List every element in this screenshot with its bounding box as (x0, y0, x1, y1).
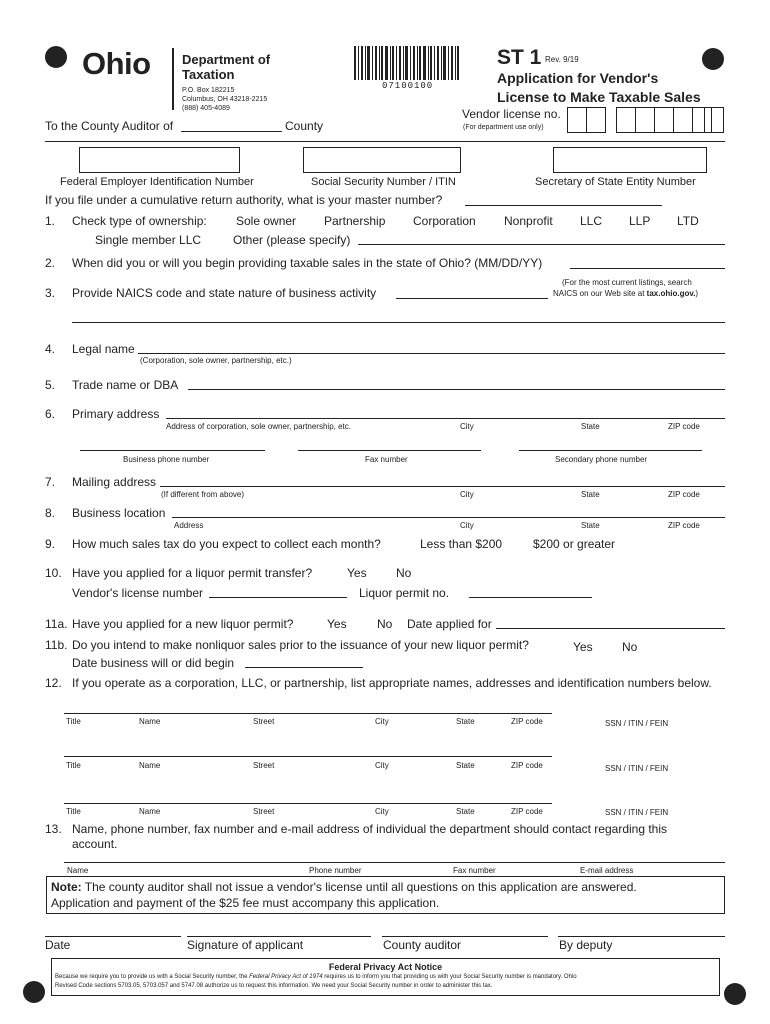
location-zip-label: ZIP code (668, 521, 700, 530)
sales-tax-200-or-greater[interactable]: $200 or greater (533, 537, 616, 551)
ownership-llc[interactable]: LLC (580, 214, 603, 228)
officer-row-1-field[interactable] (64, 713, 552, 714)
county-auditor-signature-line[interactable] (382, 936, 548, 937)
q8-number: 8. (45, 506, 56, 520)
ownership-other-field[interactable] (358, 244, 725, 245)
business-begin-date-label: Date business will or did begin (72, 656, 235, 670)
q11b-number: 11b. (45, 638, 68, 652)
q12-label: If you operate as a corporation, LLC, or partnership, list appropriate names, addresses and identification numbers below. (72, 676, 712, 690)
officer-row-1-zip-label: ZIP code (511, 717, 543, 726)
naics-field-continued[interactable] (72, 322, 725, 323)
officer-row-1-city-label: City (375, 717, 389, 726)
logo-divider (172, 48, 174, 110)
contact-phone-label: Phone number (309, 866, 362, 875)
ownership-ltd[interactable]: LTD (677, 214, 699, 228)
primary-zip-label: ZIP code (668, 422, 700, 431)
note-line1: Note: The county auditor shall not issue a vendor's license until all questions on this application are answered. (51, 880, 637, 894)
master-number-field[interactable] (465, 205, 662, 206)
date-label: Date (45, 938, 71, 952)
new-liquor-permit-no[interactable]: No (377, 617, 393, 631)
officer-row-2-city-label: City (375, 761, 389, 770)
primary-address-field[interactable] (166, 418, 725, 419)
mailing-address-hint: (If different from above) (161, 490, 244, 499)
vendor-license-cell[interactable] (616, 107, 636, 133)
privacy-notice-line2: Revised Code sections 5703.05, 5703.057 and 5747.08 authorize us to request this information. We need your Social Security number in order to administer this tax. (55, 983, 493, 989)
new-liquor-permit-yes[interactable]: Yes (327, 617, 347, 631)
date-applied-field[interactable] (496, 628, 725, 629)
trade-name-field[interactable] (188, 389, 725, 390)
officer-row-2-id-label: SSN / ITIN / FEIN (605, 764, 669, 773)
mailing-state-label: State (581, 490, 600, 499)
ownership-nonprofit[interactable]: Nonprofit (504, 214, 553, 228)
officer-row-3-id-label: SSN / ITIN / FEIN (605, 808, 669, 817)
sos-entity-box[interactable] (553, 147, 707, 173)
naics-note-line2: NAICS on our Web site at tax.ohio.gov.) (553, 289, 699, 298)
form-title-line1: Application for Vendor's (497, 70, 659, 86)
officer-row-1-name-label: Name (139, 717, 161, 726)
registration-dot-top-right (702, 48, 724, 70)
fax-label: Fax number (365, 455, 408, 464)
registration-dot-bottom-right (724, 983, 746, 1005)
vendor-license-cell[interactable] (567, 107, 587, 133)
fein-box[interactable] (79, 147, 240, 173)
ownership-corporation[interactable]: Corporation (413, 214, 476, 228)
business-begin-date-field[interactable] (245, 667, 363, 668)
business-phone-field[interactable] (80, 450, 265, 451)
q13-label-line2: account. (72, 837, 118, 851)
mailing-zip-label: ZIP code (668, 490, 700, 499)
vendor-license-cell[interactable] (704, 107, 724, 133)
officer-row-2-state-label: State (456, 761, 475, 770)
vendor-license-number-label: Vendor's license number (72, 586, 204, 600)
applicant-signature-line[interactable] (187, 936, 371, 937)
q13-number: 13. (45, 822, 62, 836)
q7-label: Mailing address (72, 475, 157, 489)
form-revision: Rev. 9/19 (545, 55, 579, 64)
officer-row-2-name-label: Name (139, 761, 161, 770)
contact-fax-label: Fax number (453, 866, 496, 875)
dept-address-line1: P.O. Box 182215 (182, 87, 235, 94)
q11b-label: Do you intend to make nonliquor sales prior to the issuance of your new liquor permit? (72, 638, 529, 652)
by-deputy-label: By deputy (559, 938, 613, 952)
vendor-license-cell[interactable] (673, 107, 693, 133)
q9-label: How much sales tax do you expect to collect each month? (72, 537, 381, 551)
ownership-sole-owner[interactable]: Sole owner (236, 214, 297, 228)
q5-label: Trade name or DBA (72, 378, 179, 392)
legal-name-hint: (Corporation, sole owner, partnership, etc.) (140, 356, 292, 365)
q11a-number: 11a. (45, 617, 68, 631)
business-location-hint: Address (174, 521, 204, 530)
contact-field[interactable] (64, 862, 725, 863)
date-applied-label: Date applied for (407, 617, 492, 631)
business-phone-label: Business phone number (123, 455, 210, 464)
officer-row-2-zip-label: ZIP code (511, 761, 543, 770)
q7-number: 7. (45, 475, 56, 489)
liquor-permit-field[interactable] (469, 597, 592, 598)
officer-row-1-street-label: Street (253, 717, 275, 726)
officer-row-3-street-label: Street (253, 807, 275, 816)
q4-label: Legal name (72, 342, 135, 356)
q3-number: 3. (45, 286, 56, 300)
officer-row-3-title-label: Title (66, 807, 81, 816)
sos-entity-label: Secretary of State Entity Number (535, 176, 696, 188)
ownership-partnership[interactable]: Partnership (324, 214, 386, 228)
officer-row-3-field[interactable] (64, 803, 552, 804)
primary-state-label: State (581, 422, 600, 431)
dept-name-line2: Taxation (182, 67, 235, 82)
contact-email-label: E-mail address (580, 866, 634, 875)
business-location-field[interactable] (172, 517, 725, 518)
dept-address-line3: (888) 405-4089 (182, 105, 230, 112)
q1-number: 1. (45, 214, 56, 228)
note-line2: Application and payment of the $25 fee must accompany this application. (51, 896, 440, 910)
nonliquor-sales-no[interactable]: No (622, 640, 638, 654)
privacy-notice-title: Federal Privacy Act Notice (328, 962, 443, 972)
q5-number: 5. (45, 378, 56, 392)
barcode (354, 46, 460, 80)
vendor-license-label: Vendor license no. (462, 107, 561, 121)
registration-dot-top-left (45, 46, 67, 68)
county-label-suffix: County (285, 119, 324, 133)
naics-field[interactable] (396, 298, 548, 299)
q10-number: 10. (45, 566, 62, 580)
officer-row-2-field[interactable] (64, 756, 552, 757)
master-number-label: If you file under a cumulative return authority, what is your master number? (45, 193, 443, 207)
officer-row-3-zip-label: ZIP code (511, 807, 543, 816)
primary-address-hint: Address of corporation, sole owner, partnership, etc. (166, 422, 351, 431)
legal-name-field[interactable] (138, 353, 725, 354)
applicant-signature-label: Signature of applicant (187, 938, 304, 952)
officer-row-3-state-label: State (456, 807, 475, 816)
vendor-license-number-field[interactable] (209, 597, 347, 598)
q2-label: When did you or will you begin providing taxable sales in the state of Ohio? (MM/DD/YY) (72, 256, 543, 270)
county-field[interactable] (181, 131, 282, 132)
liquor-transfer-no[interactable]: No (396, 566, 412, 580)
fein-label: Federal Employer Identification Number (60, 176, 254, 188)
header-rule (45, 141, 725, 142)
sales-tax-less-than-200[interactable]: Less than $200 (420, 537, 503, 551)
liquor-transfer-yes[interactable]: Yes (347, 566, 367, 580)
ownership-llp[interactable]: LLP (629, 214, 651, 228)
ownership-single-member-llc[interactable]: Single member LLC (95, 233, 202, 247)
location-city-label: City (460, 521, 474, 530)
fax-field[interactable] (298, 450, 481, 451)
q6-label: Primary address (72, 407, 160, 421)
location-state-label: State (581, 521, 600, 530)
form-code: ST 1 (497, 46, 542, 69)
vendor-license-note: (For department use only) (463, 124, 544, 131)
contact-name-label: Name (67, 866, 89, 875)
vendor-license-cell[interactable] (635, 107, 655, 133)
secondary-phone-label: Secondary phone number (555, 455, 648, 464)
q4-number: 4. (45, 342, 56, 356)
liquor-permit-label: Liquor permit no. (359, 586, 450, 600)
q2-number: 2. (45, 256, 56, 270)
q1-label: Check type of ownership: (72, 214, 207, 228)
secondary-phone-field[interactable] (519, 450, 702, 451)
q3-label: Provide NAICS code and state nature of business activity (72, 286, 377, 300)
q9-number: 9. (45, 537, 56, 551)
registration-dot-bottom-left (23, 981, 45, 1003)
dept-address-line2: Columbus, OH 43218-2215 (182, 96, 268, 103)
q13-label-line1: Name, phone number, fax number and e-mail address of individual the department should contact regarding this (72, 822, 668, 836)
q10-label: Have you applied for a liquor permit transfer? (72, 566, 313, 580)
officer-row-3-city-label: City (375, 807, 389, 816)
q6-number: 6. (45, 407, 56, 421)
form-title-line2: License to Make Taxable Sales (497, 89, 701, 105)
primary-city-label: City (460, 422, 474, 431)
barcode-number: 07100100 (382, 81, 434, 91)
vendor-license-cell[interactable] (654, 107, 674, 133)
nonliquor-sales-yes[interactable]: Yes (573, 640, 593, 654)
mailing-city-label: City (460, 490, 474, 499)
start-date-field[interactable] (570, 268, 725, 269)
ohio-logo: Ohio (82, 46, 151, 81)
county-label: To the County Auditor of (45, 119, 174, 133)
q11a-label: Have you applied for a new liquor permit? (72, 617, 294, 631)
county-auditor-label: County auditor (383, 938, 462, 952)
officer-row-1-title-label: Title (66, 717, 81, 726)
ssn-label: Social Security Number / ITIN (311, 176, 456, 188)
naics-note-line1: (For the most current listings, search (562, 278, 692, 287)
officer-row-3-name-label: Name (139, 807, 161, 816)
privacy-notice-line1: Because we require you to provide us with a Social Security number, the Federal Privacy Act of 1974 requires us to inform you that providing us with your Social Security number is mandatory. Ohio (55, 974, 577, 980)
vendor-license-cell[interactable] (586, 107, 606, 133)
officer-row-1-id-label: SSN / ITIN / FEIN (605, 719, 669, 728)
ssn-box[interactable] (303, 147, 461, 173)
q12-number: 12. (45, 676, 62, 690)
officer-row-1-state-label: State (456, 717, 475, 726)
date-signature-line[interactable] (45, 936, 181, 937)
officer-row-2-street-label: Street (253, 761, 275, 770)
mailing-address-field[interactable] (160, 486, 725, 487)
deputy-signature-line[interactable] (558, 936, 725, 937)
q8-label: Business location (72, 506, 166, 520)
officer-row-2-title-label: Title (66, 761, 81, 770)
dept-name-line1: Department of (182, 52, 271, 67)
ownership-other[interactable]: Other (please specify) (233, 233, 351, 247)
